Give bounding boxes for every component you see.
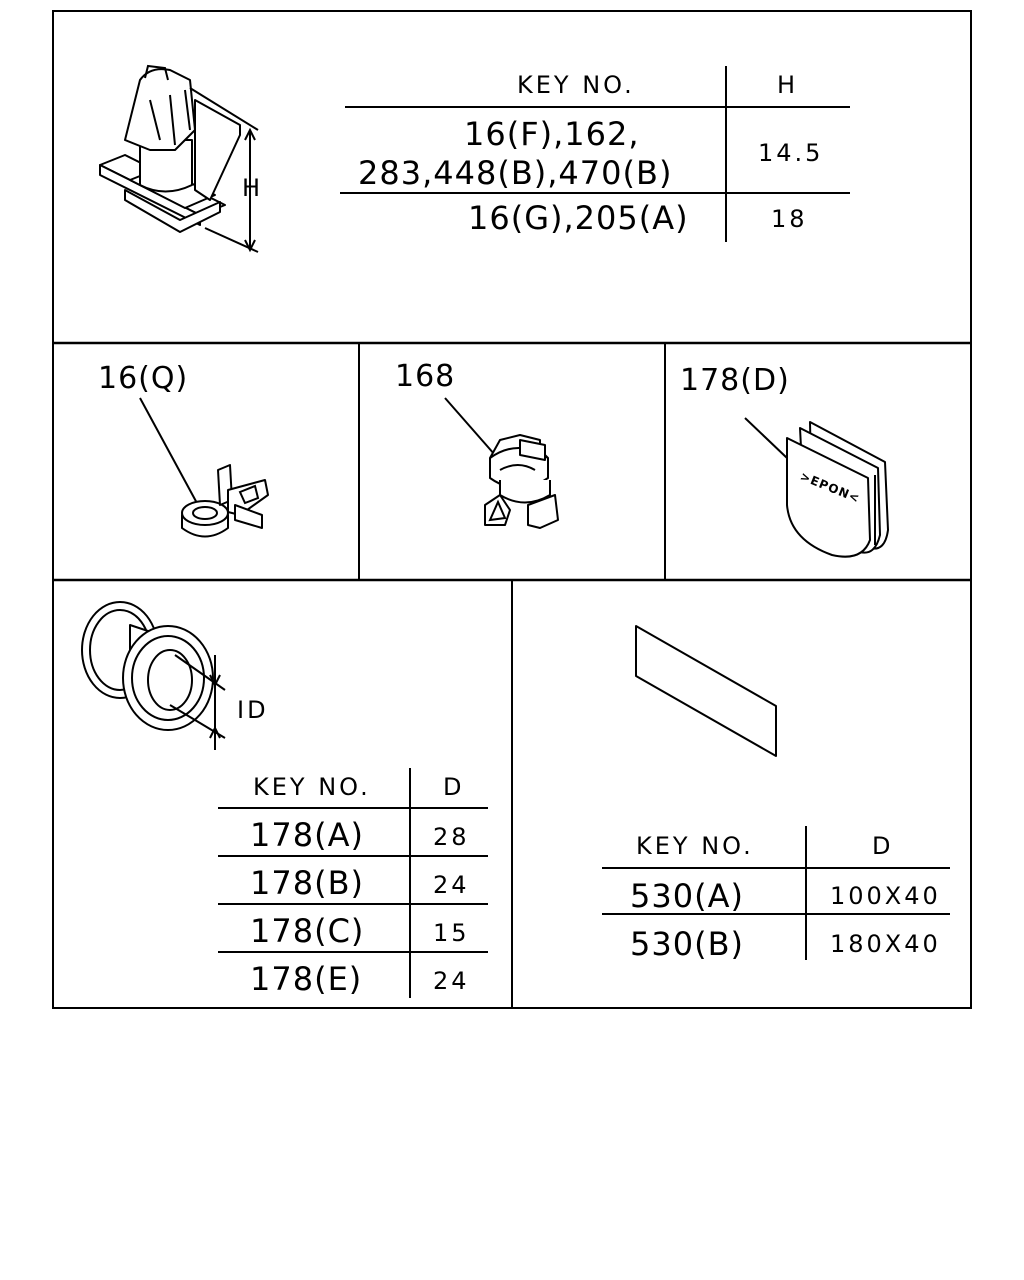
grommet-row-3-key: 178(C) — [250, 912, 365, 950]
clip-row-2-key: 16(G),205(A) — [468, 199, 689, 237]
clip-row-2-value: 18 — [771, 205, 808, 233]
grommet-row-4-value: 24 — [433, 967, 470, 995]
pad-row-2-value: 180X40 — [830, 930, 941, 958]
grommet-table-header-value: D — [443, 773, 465, 801]
clip-row-1-key-line2: 283,448(B),470(B) — [358, 154, 673, 192]
pad-table-header-key: KEY NO. — [636, 832, 754, 860]
grommet-row-2-value: 24 — [433, 871, 470, 899]
clip-row-1-value: 14.5 — [758, 139, 824, 167]
pad-drawing — [636, 626, 776, 756]
grommet-row-1-value: 28 — [433, 823, 470, 851]
part-168-drawing — [445, 398, 558, 528]
grommet-table-header-key: KEY NO. — [253, 773, 371, 801]
pad-row-2-key: 530(B) — [630, 925, 744, 963]
emblem-text: >EPON< — [798, 469, 863, 506]
grommet-row-3-value: 15 — [433, 919, 470, 947]
grommet-row-2-key: 178(B) — [250, 864, 364, 902]
clip-row-1-key-line1: 16(F),162, — [464, 115, 640, 153]
part-16q-drawing — [140, 398, 268, 537]
grommet-row-4-key: 178(E) — [250, 960, 363, 998]
pad-row-1-value: 100X40 — [830, 882, 941, 910]
clip-dimension-label: H — [242, 174, 261, 202]
grommet-row-1-key: 178(A) — [250, 816, 364, 854]
pad-table-header-value: D — [872, 832, 894, 860]
grommet-dimension-label: ID — [237, 696, 269, 724]
grommet-drawing — [82, 602, 225, 750]
pad-row-1-key: 530(A) — [630, 877, 744, 915]
clip-table-header-key: KEY NO. — [517, 71, 635, 99]
clip-table-header-value: H — [777, 71, 799, 99]
part-168-label: 168 — [395, 359, 456, 394]
push-clip-drawing — [100, 66, 261, 252]
part-16q-label: 16(Q) — [98, 361, 189, 396]
part-178d-label: 178(D) — [680, 363, 790, 398]
